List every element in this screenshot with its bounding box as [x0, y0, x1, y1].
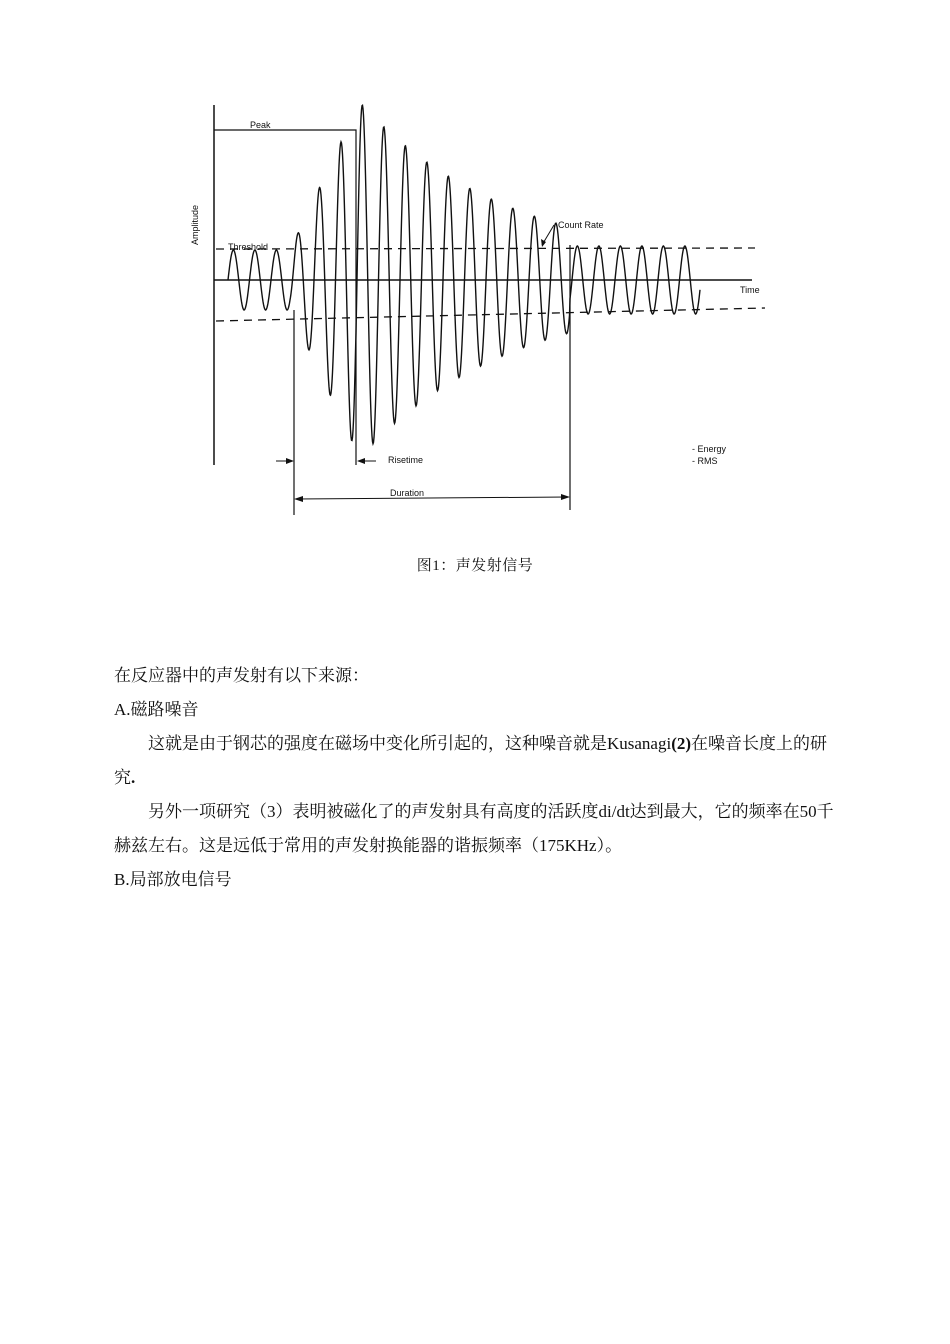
duration-arrow	[296, 497, 568, 499]
paragraph-1	[114, 727, 836, 795]
amplitude-label: Amplitude	[190, 204, 200, 245]
duration-right-arrow-icon	[561, 494, 570, 500]
duration-label: Duration	[390, 488, 425, 498]
waveform-diagram	[180, 95, 780, 525]
rms-label: - RMS	[692, 456, 718, 466]
risetime-label: Risetime	[388, 455, 424, 465]
intro-paragraph: 在反应器中的声发射有以下来源：	[114, 666, 369, 685]
risetime-left-arrow-icon	[286, 458, 294, 464]
lower-threshold-line	[216, 308, 765, 321]
risetime-right-arrow-icon	[357, 458, 365, 464]
peak-label: Peak	[250, 120, 271, 130]
paragraph-1-text: 这就是由于钢芯的强度在磁场中变化所引起的，这种噪音就是Kusanagi	[148, 734, 672, 753]
reference-2: (2)	[671, 734, 692, 753]
energy-label: - Energy	[692, 444, 727, 454]
threshold-label: Threshold	[228, 242, 269, 252]
time-label: Time	[740, 285, 760, 295]
paragraph-2: 另外一项研究（3）表明被磁化了的声发射具有高度的活跃度di/dt达到最大，它的频率在50千赫兹左右。这是远低于常用的声发射换能器的谐振频率（175KHz）。	[114, 802, 834, 855]
count-rate-label: Count Rate	[558, 220, 604, 230]
peak-marker	[214, 130, 356, 155]
section-heading-a: A.磁路噪音	[114, 700, 199, 719]
upper-threshold-line	[216, 248, 755, 249]
signal-waveform	[228, 105, 700, 443]
duration-left-arrow-icon	[294, 496, 303, 502]
paragraph-1-end: .	[131, 768, 136, 787]
section-heading-b: B.局部放电信号	[114, 870, 232, 889]
body-text	[114, 659, 836, 897]
figure-caption: 图1：声发射信号	[416, 558, 534, 574]
acoustic-emission-figure	[180, 95, 780, 525]
paragraph-1-continued: 在噪音长度上的研究	[114, 734, 828, 787]
